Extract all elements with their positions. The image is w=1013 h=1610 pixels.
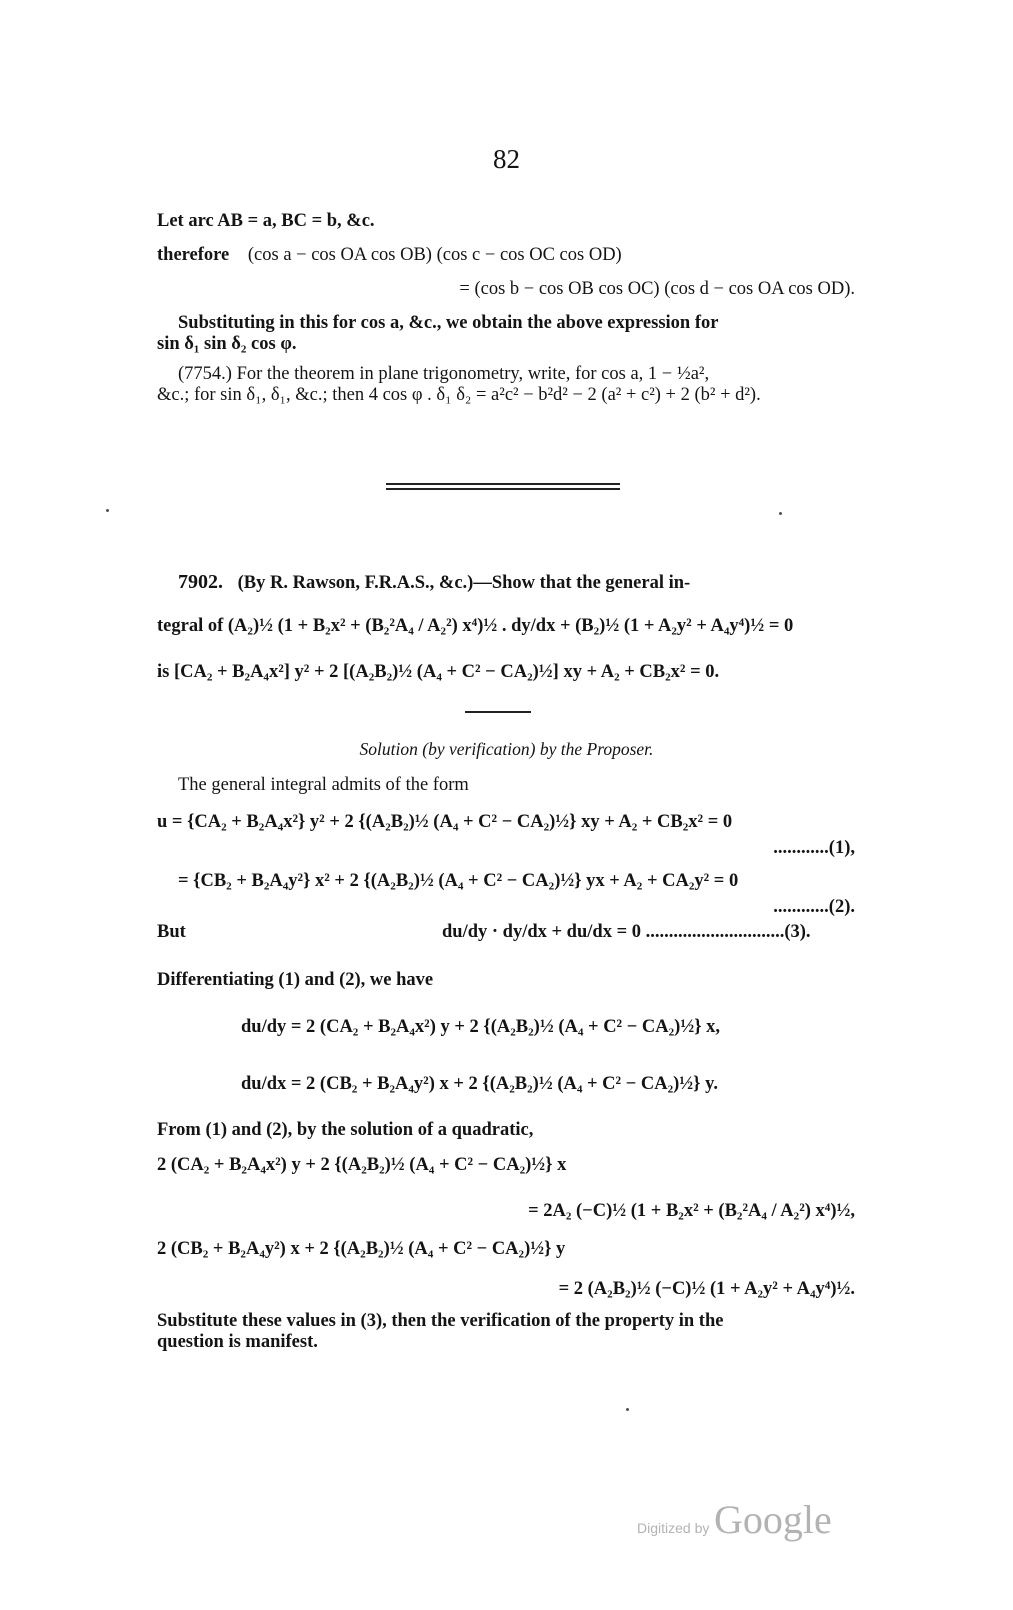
text-line: sin δ₁ sin δ₂ cos φ. bbox=[157, 334, 297, 354]
equation-tag: ............(2). bbox=[773, 897, 855, 917]
equation: tegral of (A₂)½ (1 + B₂x² + (B₂²A₄ / A₂²) x⁴)½ . dy/dx + (B₂)½ (1 + A₂y² + A₄y⁴)½ = 0 bbox=[157, 616, 794, 636]
digitized-by-google-watermark bbox=[637, 1497, 832, 1543]
text-line: Substitute these values in (3), then the verification of the property in the bbox=[157, 1311, 724, 1331]
solution-heading: Solution (by verification) by the Proposer. bbox=[359, 739, 654, 759]
equation: 2 (CB₂ + B₂A₄y²) x + 2 {(A₂B₂)½ (A₄ + C² − CA₂)½} y bbox=[157, 1239, 566, 1259]
but-label: But bbox=[157, 922, 186, 942]
page-number: 82 bbox=[493, 144, 520, 174]
equation: u = {CA₂ + B₂A₄x²} y² + 2 {(A₂B₂)½ (A₄ + C² − CA₂)½} xy + A₂ + CB₂x² = 0 bbox=[157, 812, 733, 832]
equation: is [CA₂ + B₂A₄x²] y² + 2 [(A₂B₂)½ (A₄ + C² − CA₂)½] xy + A₂ + CB₂x² = 0. bbox=[157, 662, 720, 682]
text-line: &c.; for sin δ₁, δ₁, &c.; then 4 cos φ . δ₁ δ₂ = a²c² − b²d² − 2 (a² + c²) + 2 (b² + d²). bbox=[157, 385, 761, 405]
equation: = 2 (A₂B₂)½ (−C)½ (1 + A₂y² + A₄y⁴)½. bbox=[558, 1279, 855, 1299]
text-line: question is manifest. bbox=[157, 1332, 318, 1352]
equation: 2 (CA₂ + B₂A₄x²) y + 2 {(A₂B₂)½ (A₄ + C² − CA₂)½} x bbox=[157, 1155, 567, 1175]
speck bbox=[106, 509, 109, 512]
equation: = 2A₂ (−C)½ (1 + B₂x² + (B₂²A₄ / A₂²) x⁴)½, bbox=[528, 1201, 855, 1221]
section-divider bbox=[386, 488, 620, 490]
equation: du/dy · dy/dx + du/dx = 0 ..............................(3). bbox=[442, 922, 811, 942]
equation: du/dx = 2 (CB₂ + B₂A₄y²) x + 2 {(A₂B₂)½ (A₄ + C² − CA₂)½} y. bbox=[241, 1074, 718, 1094]
section-divider bbox=[386, 483, 620, 485]
equation: = (cos b − cos OB cos OC) (cos d − cos OA cos OD). bbox=[459, 279, 855, 299]
text-line: (7754.) For the theorem in plane trigonometry, write, for cos a, 1 − ½a², bbox=[178, 364, 710, 384]
equation-tag: ............(1), bbox=[773, 838, 855, 858]
text-line: Differentiating (1) and (2), we have bbox=[157, 970, 434, 990]
text-line: From (1) and (2), by the solution of a quadratic, bbox=[157, 1120, 534, 1140]
equation: = {CB₂ + B₂A₄y²} x² + 2 {(A₂B₂)½ (A₄ + C² − CA₂)½} yx + A₂ + CA₂y² = 0 bbox=[178, 871, 739, 891]
problem-number: 7902. bbox=[178, 571, 223, 593]
equation: du/dy = 2 (CA₂ + B₂A₄x²) y + 2 {(A₂B₂)½ (A₄ + C² − CA₂)½} x, bbox=[241, 1017, 720, 1037]
short-divider bbox=[465, 711, 531, 713]
text-line: The general integral admits of the form bbox=[178, 775, 469, 795]
speck bbox=[779, 512, 782, 515]
therefore-label: therefore bbox=[157, 245, 230, 265]
problem-heading bbox=[178, 571, 690, 594]
problem-intro: (By R. Rawson, F.R.A.S., &c.)—Show that the general in- bbox=[237, 573, 691, 593]
digitized-label: Digitized by bbox=[637, 1520, 710, 1536]
speck bbox=[626, 1408, 629, 1411]
text-line bbox=[157, 245, 622, 266]
equation: (cos a − cos OA cos OB) (cos c − cos OC cos OD) bbox=[247, 245, 622, 265]
text-line: Let arc AB = a, BC = b, &c. bbox=[157, 211, 375, 231]
text-line: Substituting in this for cos a, &c., we obtain the above expression for bbox=[178, 313, 719, 333]
google-logo: Google bbox=[714, 1497, 832, 1542]
